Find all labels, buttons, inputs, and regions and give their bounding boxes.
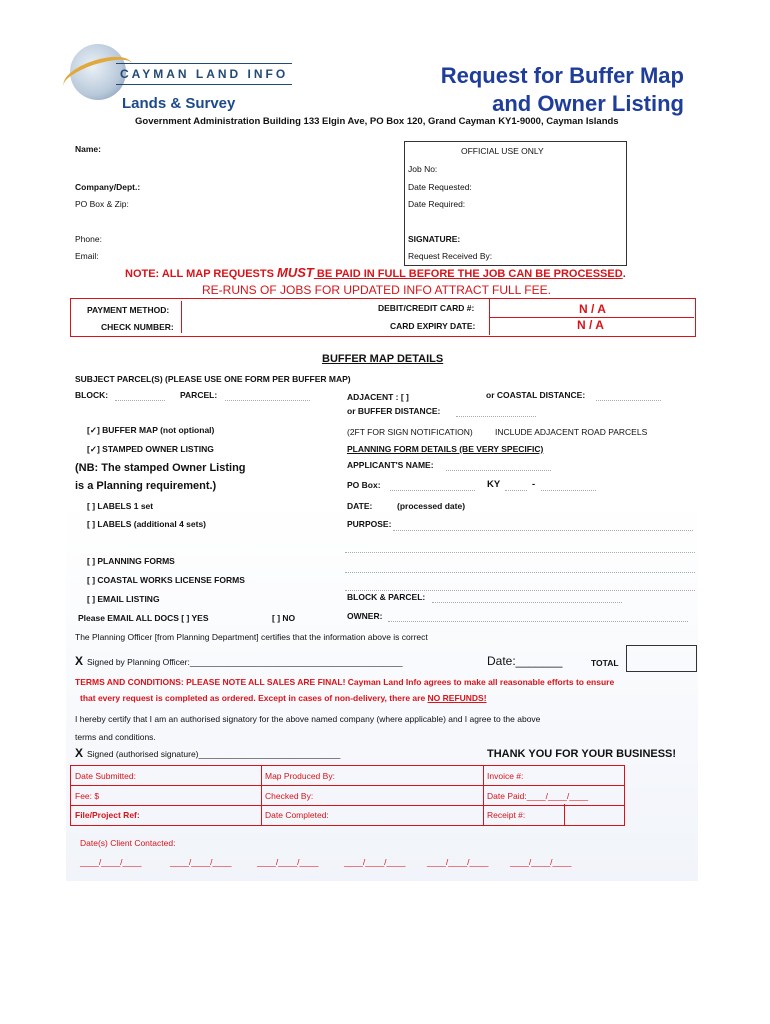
purpose-label: PURPOSE: xyxy=(347,519,392,529)
date-submitted-label: Date Submitted: xyxy=(75,771,136,781)
ky-label: KY xyxy=(487,479,501,490)
email-label: Email: xyxy=(75,251,99,261)
logo-subtitle: Lands & Survey xyxy=(122,95,236,112)
block-line[interactable] xyxy=(115,390,165,401)
total-box[interactable] xyxy=(626,645,697,672)
date-completed-label: Date Completed: xyxy=(265,810,329,820)
payment-box xyxy=(70,298,696,337)
block-parcel-label: BLOCK & PARCEL: xyxy=(347,592,426,602)
address: Government Administration Building 133 Elgin Ave, PO Box 120, Grand Cayman KY1-9000, Cayman Islands xyxy=(135,116,619,127)
labels-1-set-check[interactable]: [ ] LABELS 1 set xyxy=(87,501,154,511)
form-title-line1: Request for Buffer Map xyxy=(440,63,684,88)
planning-pobox-line[interactable] xyxy=(390,480,475,491)
contact-date-3[interactable]: ____/____/____ xyxy=(257,857,319,867)
planning-date-label: DATE: xyxy=(347,501,373,511)
coastal-distance-label: or COASTAL DISTANCE: xyxy=(486,390,586,400)
request-received-label: Request Received By: xyxy=(408,251,493,261)
payment-method-label: PAYMENT METHOD: xyxy=(87,305,170,315)
payment-notice-must: MUST xyxy=(276,265,314,280)
file-ref-label: File/Project Ref: xyxy=(75,810,140,820)
authorised-certify-line1: I hereby certify that I am an authorised signatory for the above named company (where applicable) and I agree to the above xyxy=(75,714,541,724)
client-contacted-label: Date(s) Client Contacted: xyxy=(80,838,176,848)
payment-notice xyxy=(125,265,626,280)
card-expiry-label: CARD EXPIRY DATE: xyxy=(390,321,476,331)
contact-date-6[interactable]: ____/____/____ xyxy=(510,857,572,867)
planning-form-details-heading: PLANNING FORM DETAILS (BE VERY SPECIFIC) xyxy=(347,444,544,454)
ky-dash: - xyxy=(532,479,536,490)
buffer-distance-line[interactable] xyxy=(456,406,536,417)
phone-label: Phone: xyxy=(75,234,102,244)
certify-date[interactable]: Date:_______ xyxy=(487,654,563,668)
phone-input[interactable] xyxy=(115,230,394,246)
ky-line1[interactable] xyxy=(505,480,527,491)
authorised-certify-line2: terms and conditions. xyxy=(75,732,156,742)
thank-you: THANK YOU FOR YOUR BUSINESS! xyxy=(487,748,677,760)
contact-date-1[interactable]: ____/____/____ xyxy=(80,857,142,867)
email-all-no[interactable]: [ ] NO xyxy=(272,613,296,623)
authorised-signature[interactable]: Signed (authorised signature)______________________________ xyxy=(87,749,341,759)
checked-by-label: Checked By: xyxy=(265,791,314,801)
contact-date-5[interactable]: ____/____/____ xyxy=(427,857,489,867)
date-requested-label: Date Requested: xyxy=(408,182,472,192)
check-number-label: CHECK NUMBER: xyxy=(101,322,174,332)
reruns-notice: RE-RUNS OF JOBS FOR UPDATED INFO ATTRACT FULL FEE. xyxy=(202,283,551,297)
fee-label: Fee: $ xyxy=(75,791,100,801)
pobox-input[interactable] xyxy=(145,195,394,211)
invoice-label: Invoice #: xyxy=(487,771,524,781)
name-input[interactable] xyxy=(120,140,394,156)
x-mark-auth: X xyxy=(75,746,84,760)
form-title-line2: and Owner Listing xyxy=(492,91,684,116)
card-expiry-value: N / A xyxy=(577,318,604,332)
adjacent-label: ADJACENT : [ ] xyxy=(347,392,409,402)
official-use-box xyxy=(404,141,627,266)
planning-officer-certify: The Planning Officer [from Planning Department] certifies that the information above is correct xyxy=(75,632,428,642)
applicant-name-line[interactable] xyxy=(446,460,551,471)
office-use-grid xyxy=(70,765,625,826)
processed-date-note: (processed date) xyxy=(397,501,466,511)
sign-notification-note: (2FT FOR SIGN NOTIFICATION) xyxy=(347,427,473,437)
buffer-distance-label: or BUFFER DISTANCE: xyxy=(347,406,441,416)
ky-line2[interactable] xyxy=(541,480,596,491)
payment-method-input[interactable] xyxy=(183,302,387,318)
labels-4-sets-check[interactable]: [ ] LABELS (additional 4 sets) xyxy=(87,519,207,529)
email-input[interactable] xyxy=(115,247,394,263)
map-produced-label: Map Produced By: xyxy=(265,771,335,781)
job-no-label: Job No: xyxy=(408,164,438,174)
block-label: BLOCK: xyxy=(75,390,109,400)
signature-label: SIGNATURE: xyxy=(408,234,461,244)
owner-line[interactable] xyxy=(388,611,688,622)
contact-date-4[interactable]: ____/____/____ xyxy=(344,857,406,867)
payment-notice-part2: BE PAID IN FULL BEFORE THE JOB CAN BE PROCESSED xyxy=(313,268,623,280)
name-label: Name: xyxy=(75,144,101,154)
owner-label: OWNER: xyxy=(347,611,383,621)
buffer-map-heading: BUFFER MAP DETAILS xyxy=(322,353,444,365)
receipt-label: Receipt #: xyxy=(487,810,526,820)
pobox-label: PO Box & Zip: xyxy=(75,199,129,209)
applicant-name-label: APPLICANT'S NAME: xyxy=(347,460,434,470)
planning-forms-check[interactable]: [ ] PLANNING FORMS xyxy=(87,556,175,566)
include-adjacent-roads: INCLUDE ADJACENT ROAD PARCELS xyxy=(495,427,648,437)
form-title xyxy=(441,62,684,118)
purpose-line1[interactable] xyxy=(393,520,693,531)
terms-line2-text: that every request is completed as ordered. Except in cases of non-delivery, there are xyxy=(80,693,428,703)
receipt-divider xyxy=(564,804,565,825)
purpose-line3[interactable] xyxy=(345,562,695,573)
nb-line1: (NB: The stamped Owner Listing xyxy=(75,462,246,474)
card-number-label: DEBIT/CREDIT CARD #: xyxy=(378,303,475,313)
block-parcel-line[interactable] xyxy=(432,592,622,603)
contact-date-2[interactable]: ____/____/____ xyxy=(170,857,232,867)
email-all-yes[interactable]: Please EMAIL ALL DOCS [ ] YES xyxy=(78,613,209,623)
card-number-value: N / A xyxy=(579,302,606,316)
x-mark-po: X xyxy=(75,654,84,668)
subject-parcels: SUBJECT PARCEL(S) (PLEASE USE ONE FORM PER BUFFER MAP) xyxy=(75,374,351,384)
terms-line1: TERMS AND CONDITIONS: PLEASE NOTE ALL SALES ARE FINAL! Cayman Land Info agrees to make all reasonable efforts to ensure xyxy=(75,677,615,687)
nb-line2: is a Planning requirement.) xyxy=(75,480,217,492)
terms-line2 xyxy=(80,693,487,703)
official-use-title: OFFICIAL USE ONLY xyxy=(461,146,544,156)
stamped-listing-check[interactable]: [✓] STAMPED OWNER LISTING xyxy=(87,444,214,454)
parcel-line[interactable] xyxy=(225,390,310,401)
email-listing-check[interactable]: [ ] EMAIL LISTING xyxy=(87,594,160,604)
no-refunds: NO REFUNDS! xyxy=(427,693,487,703)
date-required-label: Date Required: xyxy=(408,199,466,209)
buffer-map-check[interactable]: [✓] BUFFER MAP (not optional) xyxy=(87,425,215,435)
logo-text: CAYMAN LAND INFO xyxy=(120,67,289,81)
payment-notice-dot: . xyxy=(622,268,626,280)
planning-pobox-label: PO Box: xyxy=(347,480,381,490)
parcel-label: PARCEL: xyxy=(180,390,218,400)
company-label: Company/Dept.: xyxy=(75,182,141,192)
company-input[interactable] xyxy=(160,178,394,194)
planning-officer-signature[interactable]: Signed by Planning Officer:_____________________________________________ xyxy=(87,657,403,667)
purpose-line2[interactable] xyxy=(345,542,695,553)
date-paid-label: Date Paid:____/____/____ xyxy=(487,791,589,801)
purpose-line4[interactable] xyxy=(345,580,695,591)
payment-notice-part1: NOTE: ALL MAP REQUESTS xyxy=(125,268,277,280)
coastal-forms-check[interactable]: [ ] COASTAL WORKS LICENSE FORMS xyxy=(87,575,245,585)
coastal-distance-line[interactable] xyxy=(596,390,661,401)
check-number-input[interactable] xyxy=(183,319,387,335)
total-label: TOTAL xyxy=(591,658,619,668)
